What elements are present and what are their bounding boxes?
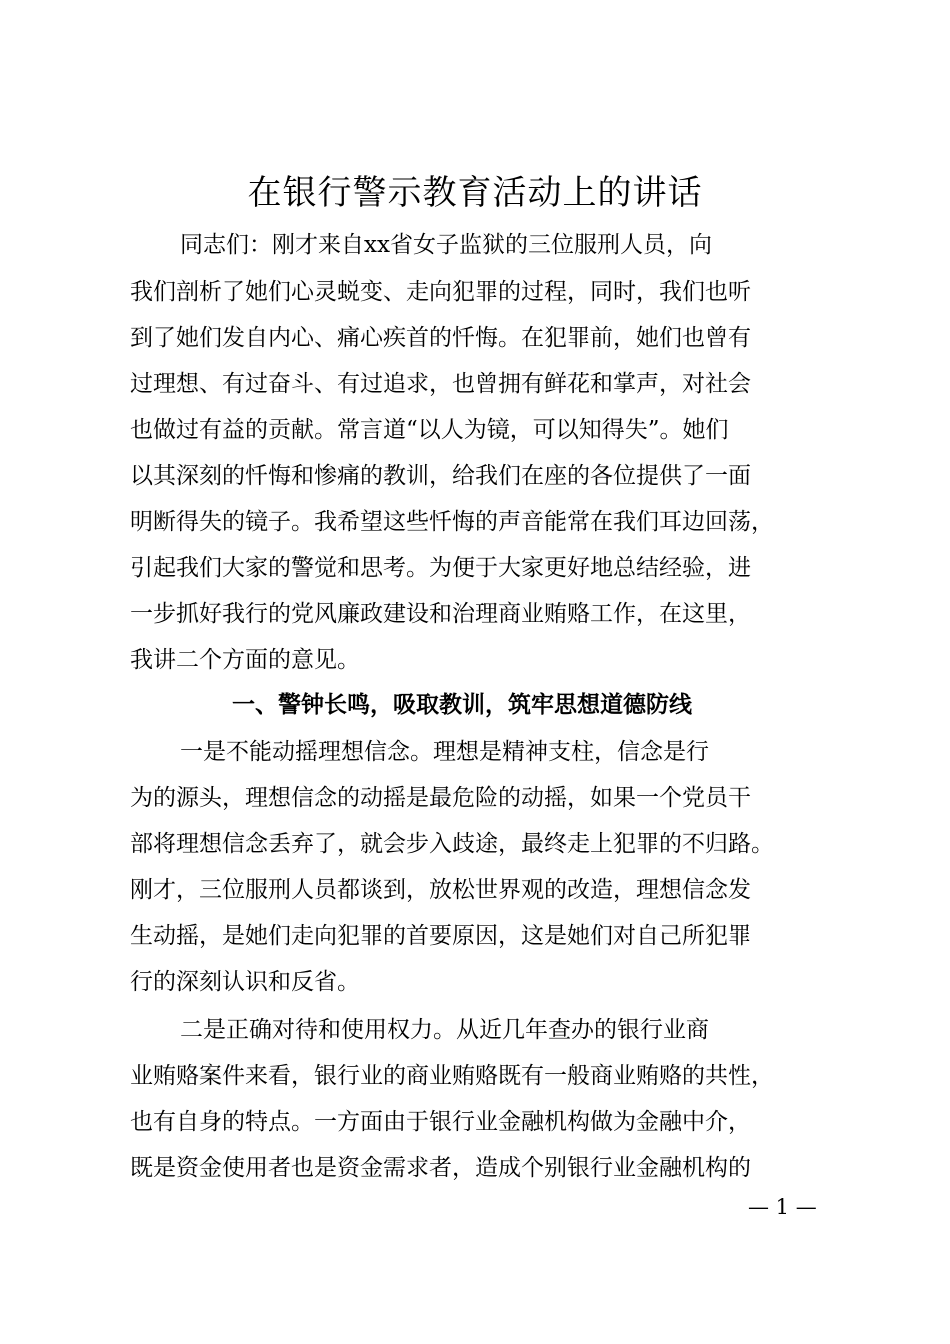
paragraph-3-line-2: 业贿赂案件来看，银行业的商业贿赂既有一般商业贿赂的共性，: [130, 1063, 774, 1089]
section-heading: 一、警钟长鸣，吸取教训，筑牢思想道德防线: [232, 692, 692, 718]
paragraph-1-line-5: 也做过有益的贡献。常言道“以人为镜，可以知得失”。她们: [130, 417, 729, 443]
paragraph-1-line-9: 一步抓好我行的党风廉政建设和治理商业贿赂工作，在这里，: [130, 601, 751, 627]
page-number: — 1 —: [748, 1195, 817, 1219]
paragraph-2-line-3: 部将理想信念丢弃了，就会步入歧途，最终走上犯罪的不归路。: [130, 831, 774, 857]
paragraph-3-line-1: 二是正确对待和使用权力。从近几年查办的银行业商: [180, 1017, 709, 1043]
paragraph-2-line-6: 行的深刻认识和反省。: [130, 969, 360, 995]
paragraph-1-line-4: 过理想、有过奋斗、有过追求，也曾拥有鲜花和掌声，对社会: [130, 371, 751, 397]
paragraph-1-line-2: 我们剖析了她们心灵蜕变、走向犯罪的过程，同时，我们也听: [130, 279, 751, 305]
paragraph-1-line-8: 引起我们大家的警觉和思考。为便于大家更好地总结经验，进: [130, 555, 751, 581]
paragraph-1-line-10: 我讲二个方面的意见。: [130, 647, 360, 673]
paragraph-2-line-4: 刚才，三位服刑人员都谈到，放松世界观的改造，理想信念发: [130, 877, 751, 903]
document-title: 在银行警示教育活动上的讲话: [247, 173, 703, 213]
paragraph-2-line-5: 生动摇，是她们走向犯罪的首要原因，这是她们对自己所犯罪: [130, 923, 751, 949]
paragraph-1-line-1: 同志们：刚才来自xx省女子监狱的三位服刑人员，向: [180, 232, 712, 258]
paragraph-3-line-3: 也有自身的特点。一方面由于银行业金融机构做为金融中介，: [130, 1109, 751, 1135]
paragraph-3-line-4: 既是资金使用者也是资金需求者，造成个别银行业金融机构的: [130, 1155, 751, 1181]
paragraph-1-line-3: 到了她们发自内心、痛心疾首的忏悔。在犯罪前，她们也曾有: [130, 325, 751, 351]
paragraph-2-line-1: 一是不能动摇理想信念。理想是精神支柱，信念是行: [180, 739, 709, 765]
paragraph-2-line-2: 为的源头，理想信念的动摇是最危险的动摇，如果一个党员干: [130, 785, 751, 811]
paragraph-1-line-7: 明断得失的镜子。我希望这些忏悔的声音能常在我们耳边回荡，: [130, 509, 774, 535]
paragraph-1-line-6: 以其深刻的忏悔和惨痛的教训，给我们在座的各位提供了一面: [130, 463, 751, 489]
